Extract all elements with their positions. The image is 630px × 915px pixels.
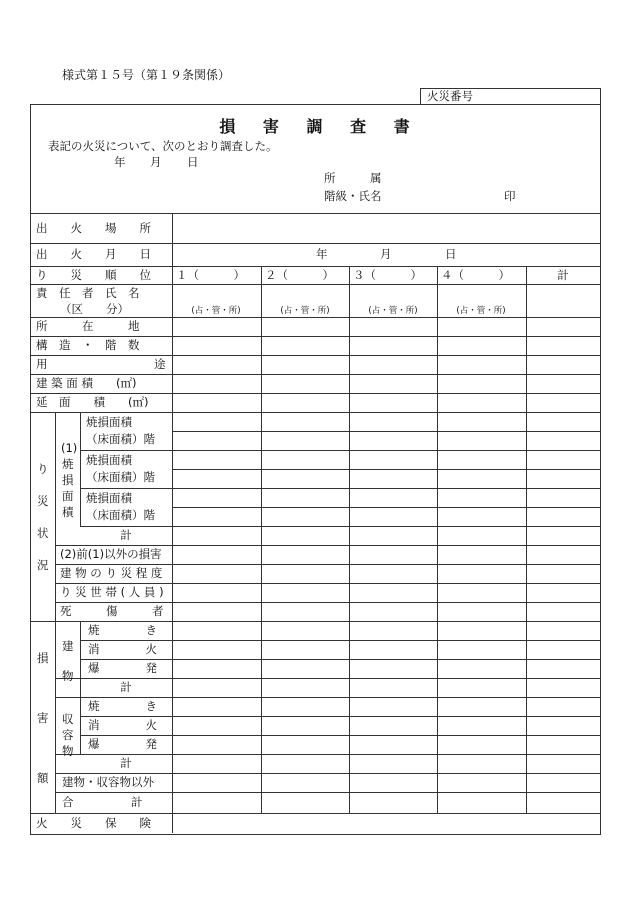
column-divider — [261, 266, 262, 813]
form-number: 様式第１５号（第１９条関係） — [62, 68, 231, 82]
fire-date-label: 出 火 月 日 — [36, 247, 151, 261]
divider — [30, 243, 600, 244]
division-options: (占・管・所) — [191, 306, 241, 316]
divider — [80, 526, 600, 527]
burn-area-line2: （床面積）階 — [86, 508, 155, 522]
burn-area-char: 積 — [62, 505, 74, 519]
contents-extinguish-label: 消 火 — [88, 718, 157, 732]
rank-name-label: 階級・氏名 — [324, 189, 382, 203]
damage-status-char: 状 — [37, 526, 49, 540]
divider — [172, 507, 600, 508]
building-damage-degree-label: 建 物 の り 災 程 度 — [60, 566, 163, 580]
column-divider — [172, 213, 173, 833]
damage-amount-char: 損 — [37, 651, 49, 665]
order-column-header: ３（ ） — [353, 268, 422, 282]
fire-date-year: 年 — [316, 247, 328, 261]
building-char: 物 — [62, 669, 74, 683]
burn-area-char: 損 — [62, 473, 74, 487]
contents-burn-label: 焼 き — [88, 699, 157, 713]
building-area-label: 建 築 面 積 (㎡) — [36, 376, 137, 390]
divider — [30, 284, 600, 285]
use-label-right: 途 — [154, 357, 166, 371]
division-options: (占・管・所) — [456, 306, 506, 316]
divider — [172, 469, 600, 470]
divider — [30, 336, 600, 337]
address-label: 所 在 地 — [36, 319, 140, 333]
divider — [80, 735, 600, 736]
divider — [80, 450, 600, 451]
fire-date-day: 日 — [445, 247, 457, 261]
damage-amount-char: 害 — [37, 711, 49, 725]
contents-char: 収 — [62, 712, 74, 726]
divider — [30, 621, 600, 622]
divider — [55, 678, 600, 679]
damage-order-label: り 災 順 位 — [36, 268, 151, 282]
grand-total-label: 合 計 — [62, 795, 143, 809]
intro-text: 表記の火災について、次のとおり調査した。 — [48, 139, 278, 153]
burn-area-subtotal: 計 — [120, 528, 132, 542]
damage-status-char: 災 — [37, 494, 49, 508]
column-divider — [55, 412, 56, 813]
order-column-header: ４（ ） — [441, 268, 510, 282]
contents-char: 容 — [62, 728, 74, 742]
date-day: 日 — [187, 155, 199, 169]
column-divider — [349, 266, 350, 813]
divider — [80, 659, 600, 660]
page-title: 損 害 調 査 書 — [219, 117, 421, 136]
fire-number-label: 火災番号 — [427, 89, 473, 103]
casualties-label: 死 傷 者 — [60, 604, 164, 618]
date-month: 月 — [150, 155, 162, 169]
divider — [80, 488, 600, 489]
burn-area-line2: （床面積）階 — [86, 470, 155, 484]
divider — [55, 754, 600, 755]
divider — [30, 374, 600, 375]
building-subtotal-label: 計 — [120, 680, 132, 694]
damage-status-char: り — [37, 462, 49, 476]
divider — [55, 697, 600, 698]
divider — [30, 355, 600, 356]
contents-explosion-label: 爆 発 — [88, 737, 157, 751]
divider — [55, 583, 600, 584]
burn-area-line1: 焼損面積 — [86, 453, 132, 467]
structure-floors-label: 構 造 ・ 階 数 — [36, 338, 140, 352]
responsible-person-label: 責 任 者 氏 名 — [36, 286, 140, 300]
other-damage-label: (2)前(1)以外の損害 — [60, 547, 162, 561]
column-divider — [80, 621, 81, 697]
burn-area-char: 面 — [62, 489, 74, 503]
divider — [55, 792, 600, 793]
total-floor-area-label: 延 面 積 (㎡) — [36, 395, 149, 409]
building-char: 建 — [62, 639, 74, 653]
divider — [30, 213, 600, 214]
burn-area-line2: （床面積）階 — [86, 432, 155, 446]
division-options: (占・管・所) — [368, 306, 418, 316]
fire-insurance-label: 火 災 保 険 — [36, 816, 151, 830]
divider — [55, 773, 600, 774]
damaged-households-label: り 災 世 帯 ( 人 員 ) — [60, 585, 164, 599]
order-column-header: ２（ ） — [265, 268, 334, 282]
divider — [55, 564, 600, 565]
column-divider — [437, 266, 438, 813]
fire-date-month: 月 — [380, 247, 392, 261]
divider — [30, 813, 600, 814]
responsible-division-label: （区 分） — [60, 302, 129, 316]
contents-subtotal-label: 計 — [120, 756, 132, 770]
affiliation-label: 所 属 — [324, 171, 382, 185]
contents-char: 物 — [62, 744, 74, 758]
seal-label: 印 — [504, 189, 516, 203]
building-explosion-label: 爆 発 — [88, 661, 157, 675]
divider — [80, 716, 600, 717]
other-than-building-label: 建物・収容物以外 — [62, 775, 154, 789]
fire-location-label: 出 火 場 所 — [36, 221, 151, 235]
damage-amount-char: 額 — [37, 771, 49, 785]
burn-area-char: 焼 — [62, 457, 74, 471]
divider — [55, 545, 600, 546]
burn-area-line1: 焼損面積 — [86, 491, 132, 505]
date-year: 年 — [114, 155, 126, 169]
column-divider — [80, 412, 81, 526]
building-extinguish-label: 消 火 — [88, 642, 157, 656]
divider — [30, 266, 600, 267]
burn-area-number: (1) — [61, 441, 78, 455]
division-options: (占・管・所) — [280, 306, 330, 316]
order-column-header: １（ ） — [176, 268, 245, 282]
building-burn-label: 焼 き — [88, 623, 157, 637]
divider — [172, 431, 600, 432]
column-divider — [80, 697, 81, 754]
burn-area-line1: 焼損面積 — [86, 415, 132, 429]
column-divider — [526, 266, 527, 813]
divider — [55, 602, 600, 603]
order-total-header: 計 — [557, 268, 569, 282]
use-label-left: 用 — [36, 357, 48, 371]
divider — [30, 412, 600, 413]
divider — [80, 640, 600, 641]
divider — [30, 393, 600, 394]
damage-status-char: 況 — [37, 558, 49, 572]
